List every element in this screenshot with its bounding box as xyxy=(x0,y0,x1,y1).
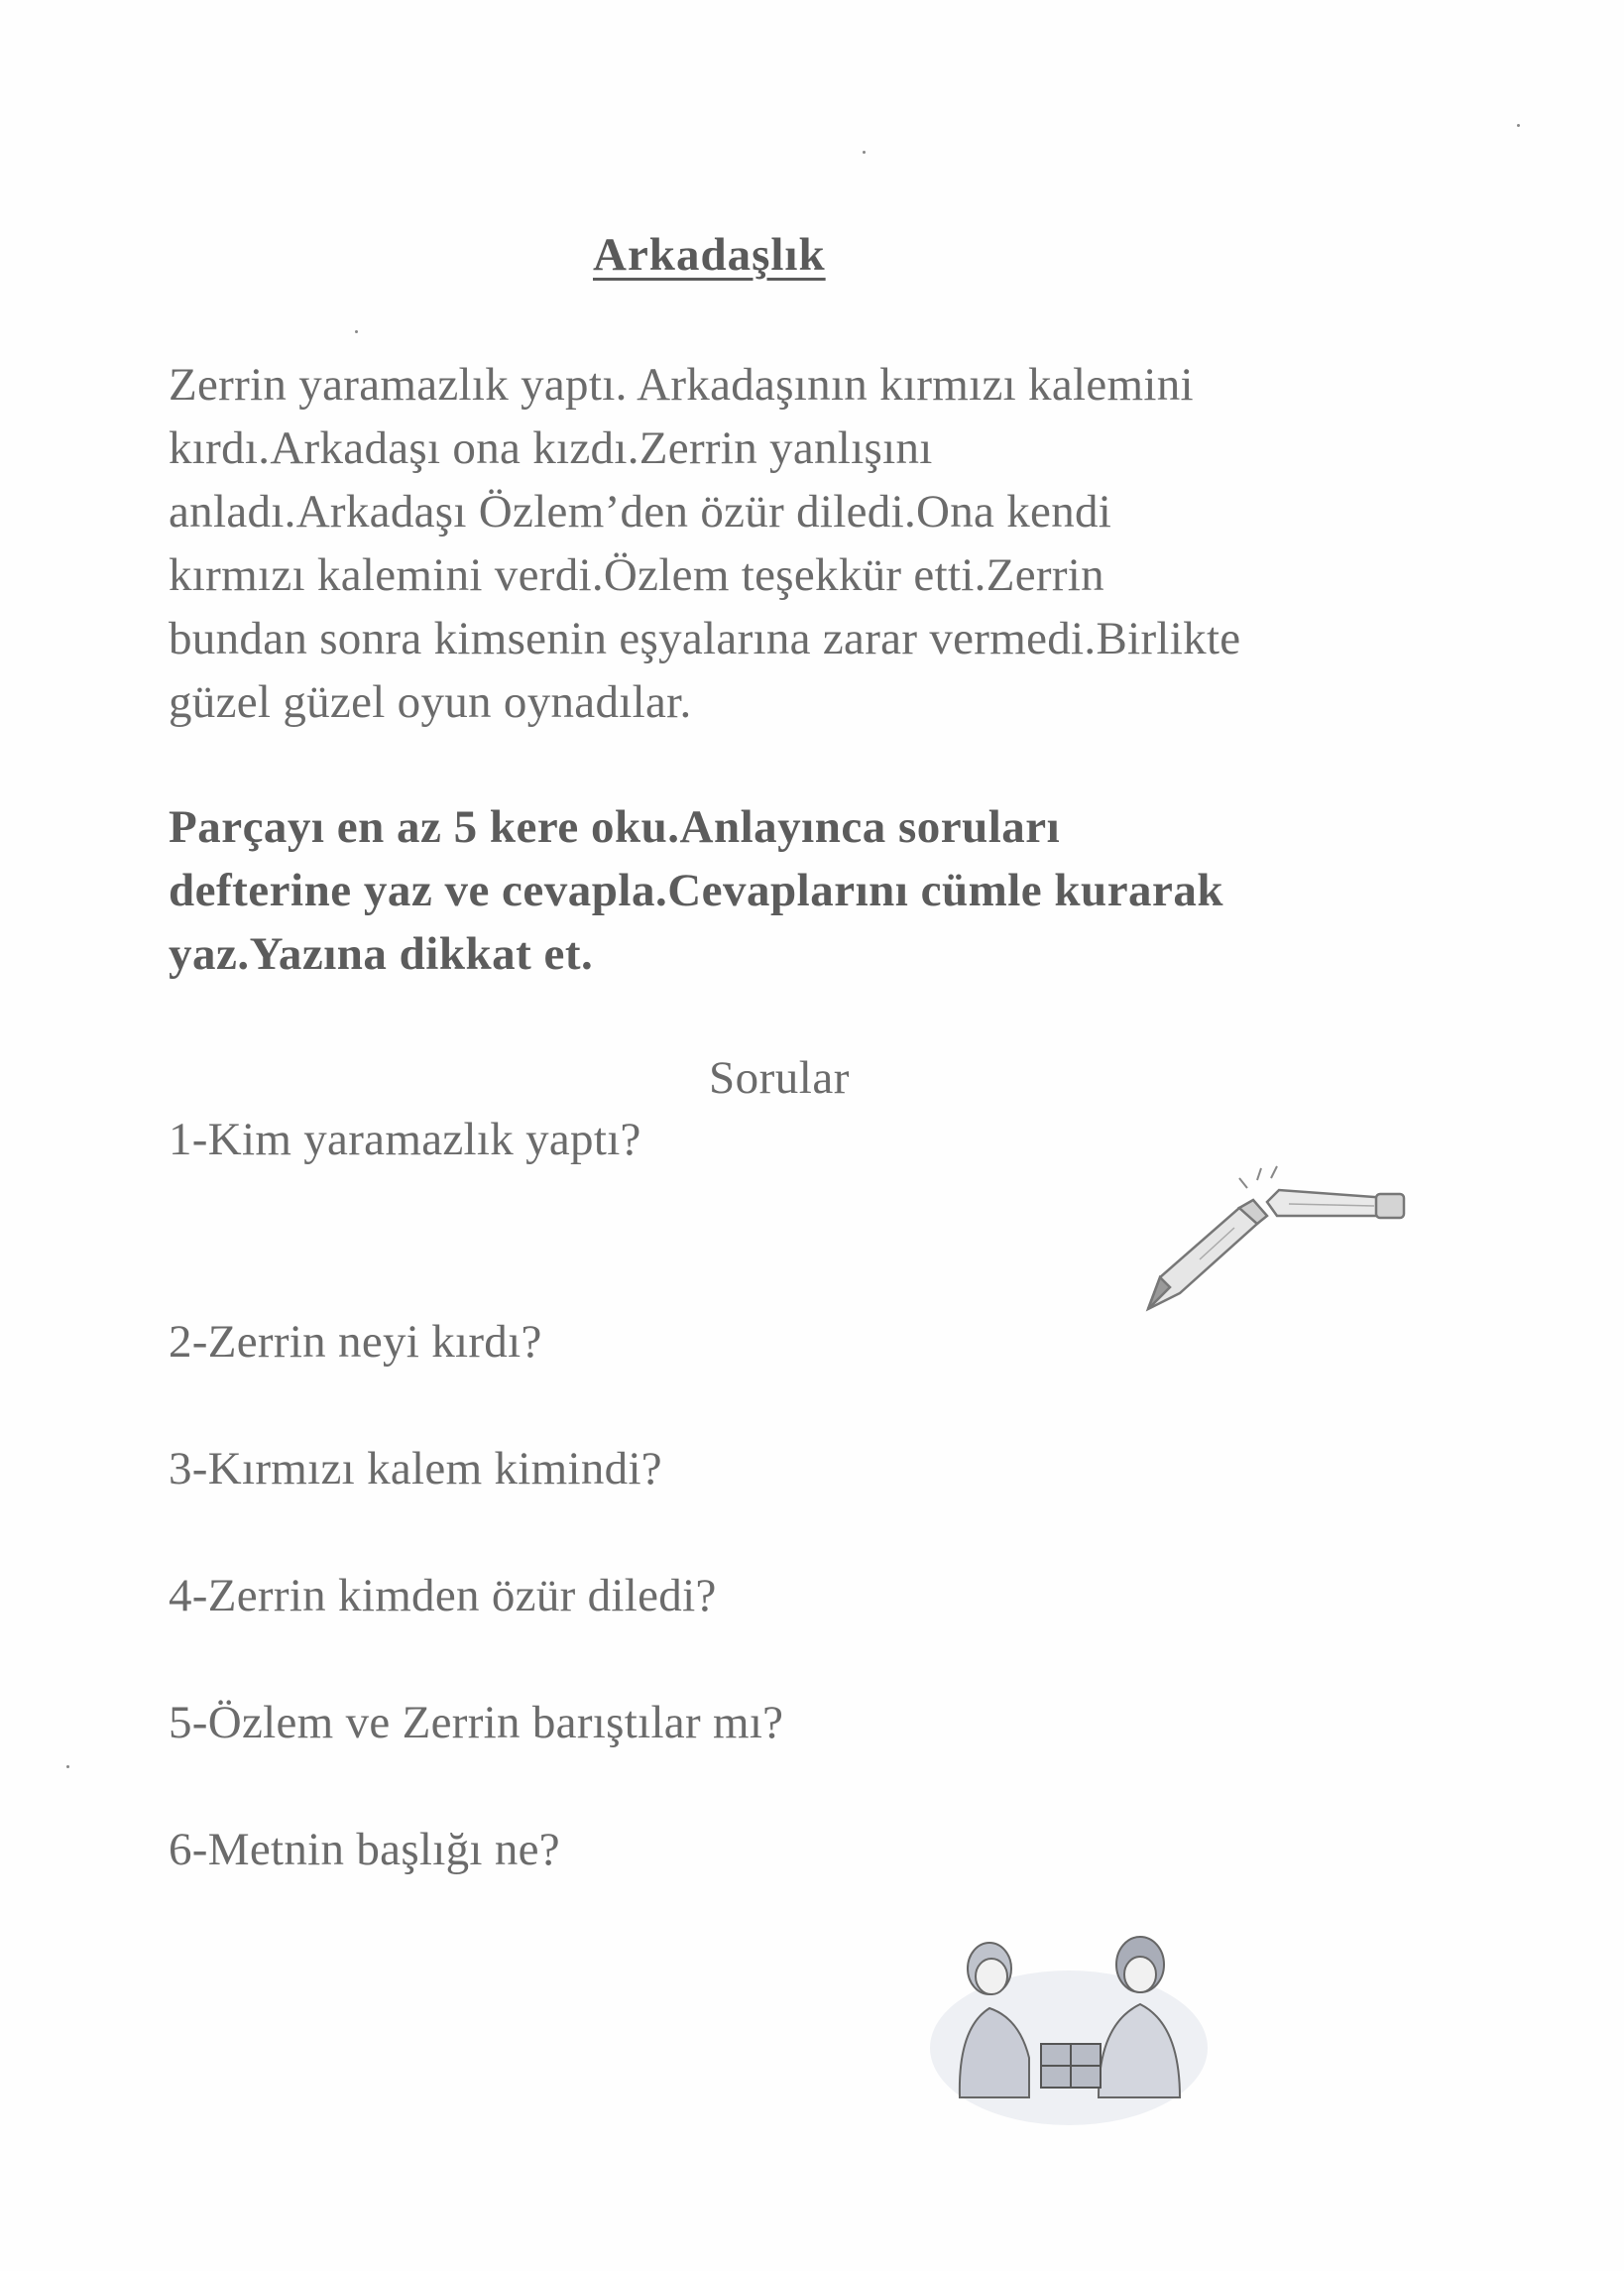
scan-speck xyxy=(66,1765,69,1768)
story-line: kırdı.Arkadaşı ona kızdı.Zerrin yanlışını xyxy=(169,422,933,474)
question-item: 4-Zerrin kimden özür diledi? xyxy=(169,1570,717,1621)
question-item: 6-Metnin başlığı ne? xyxy=(169,1824,560,1875)
questions-heading: Sorular xyxy=(709,1052,850,1104)
scan-speck xyxy=(1517,124,1520,127)
instruction-line: Parçayı en az 5 kere oku.Anlayınca soruları xyxy=(169,801,1061,853)
question-item: 2-Zerrin neyi kırdı? xyxy=(169,1316,542,1368)
scan-speck xyxy=(863,151,866,154)
instructions-paragraph xyxy=(169,795,1457,986)
story-paragraph xyxy=(169,353,1438,734)
question-item: 1-Kim yaramazlık yaptı? xyxy=(169,1114,641,1165)
question-item: 5-Özlem ve Zerrin barıştılar mı? xyxy=(169,1697,784,1748)
broken-pencil-icon xyxy=(1140,1160,1418,1319)
story-line: anladı.Arkadaşı Özlem’den özür diledi.Ona kendi xyxy=(169,486,1112,538)
two-girls-illustration xyxy=(920,1929,1218,2127)
page-title: Arkadaşlık xyxy=(593,229,826,281)
story-line: bundan sonra kimsenin eşyalarına zarar vermedi.Birlikte xyxy=(169,613,1241,664)
question-item: 3-Kırmızı kalem kimindi? xyxy=(169,1443,662,1494)
story-line: kırmızı kalemini verdi.Özlem teşekkür etti.Zerrin xyxy=(169,549,1104,601)
story-line: güzel güzel oyun oynadılar. xyxy=(169,676,692,728)
instruction-line: defterine yaz ve cevapla.Cevaplarını cümle kurarak xyxy=(169,865,1224,916)
scan-speck xyxy=(355,330,358,333)
instruction-line: yaz.Yazına dikkat et. xyxy=(169,928,594,980)
story-line: Zerrin yaramazlık yaptı. Arkadaşının kırmızı kalemini xyxy=(169,359,1194,411)
